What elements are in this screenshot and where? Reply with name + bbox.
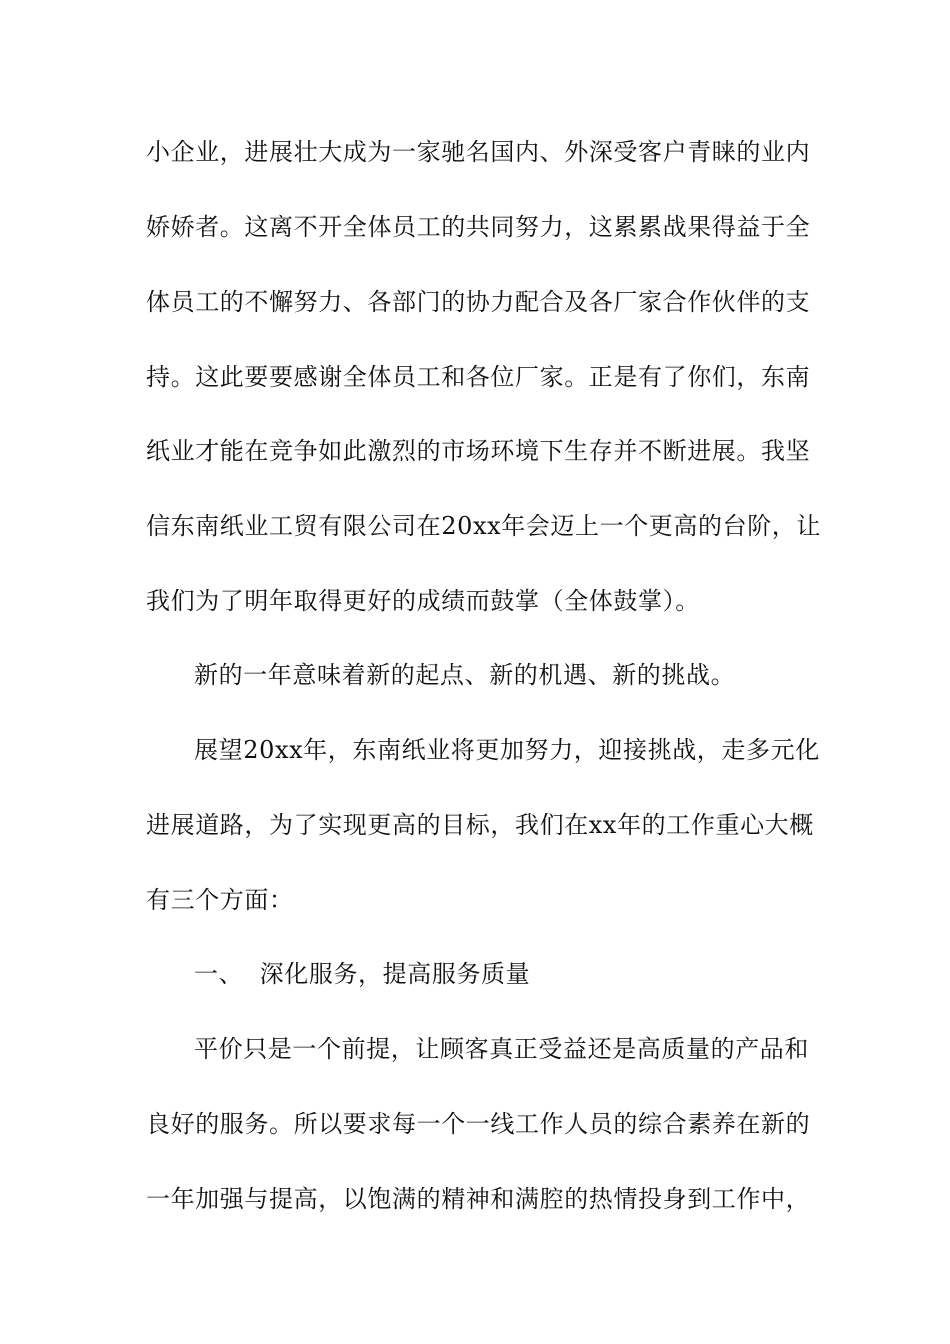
text-line: 新的一年意味着新的起点、新的机遇、新的挑战。 — [194, 661, 736, 689]
text-line: 我们为了明年取得更好的成绩而鼓掌（全体鼓掌）。 — [146, 587, 700, 615]
text-line: 一年加强与提高，以饱满的精神和满腔的热情投身到工作中， — [146, 1185, 811, 1213]
text-line: 平价只是一个前提，让顾客真正受益还是高质量的产品和 — [194, 1035, 809, 1063]
text-line: 小企业，进展壮大成为一家驰名国内、外深受客户青睐的业内 — [146, 138, 811, 166]
text-line: 纸业才能在竞争如此激烈的市场环境下生存并不断进展。我坚 — [146, 437, 811, 465]
text-line: 信东南纸业工贸有限公司在20xx年会迈上一个更高的台阶，让 — [146, 512, 822, 540]
text-line: 良好的服务。所以要求每一个一线工作人员的综合素养在新的 — [146, 1110, 811, 1138]
text-line: 体员工的不懈努力、各部门的协力配合及各厂家合作伙伴的支 — [146, 288, 811, 316]
text-line: 娇娇者。这离不开全体员工的共同努力，这累累战果得益于全 — [146, 213, 811, 241]
text-line: 展望20xx年，东南纸业将更加努力，迎接挑战，走多元化 — [194, 736, 820, 764]
text-line: 有三个方面： — [146, 886, 294, 914]
section-heading: 一、 深化服务，提高服务质量 — [194, 960, 531, 988]
text-line: 持。这此要要感谢全体员工和各位厂家。正是有了你们，东南 — [146, 363, 811, 391]
text-line: 进展道路，为了实现更高的目标，我们在xx年的工作重心大概 — [146, 811, 814, 839]
